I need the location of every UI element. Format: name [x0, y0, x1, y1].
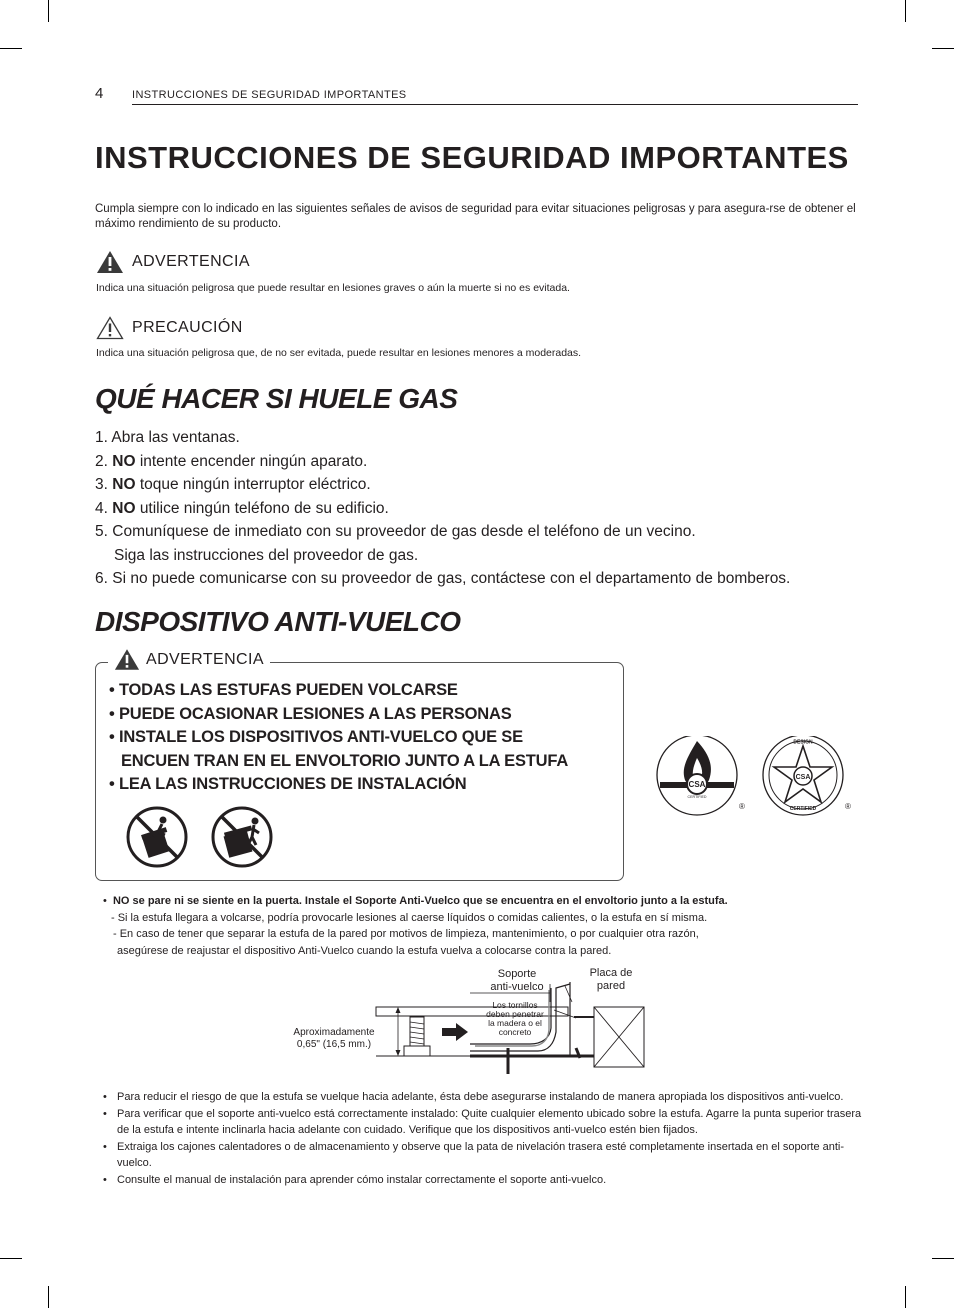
- caution-triangle-icon: [96, 316, 124, 340]
- design-certified-star-logo: [760, 736, 860, 816]
- svg-text:®: ®: [739, 802, 745, 811]
- warning-line: • INSTALE LOS DISPOSITIVOS ANTI-VUELCO QUE SE: [109, 728, 523, 746]
- page-title: INSTRUCCIONES DE SEGURIDAD IMPORTANTES: [95, 140, 849, 175]
- warning-line: • PUEDE OCASIONAR LESIONES A LAS PERSONAS: [109, 704, 512, 723]
- page-number: 4: [95, 85, 104, 102]
- antitip-installation-diagram: [280, 962, 670, 1084]
- door-note: [103, 893, 728, 959]
- warning-signal: [96, 250, 250, 274]
- warning-signal-description: Indica una situación peligrosa que puede resultar en lesiones graves o aún la muerte si no es evitada.: [96, 282, 570, 294]
- antitip-section-title: DISPOSITIVO ANTI-VUELCO: [95, 606, 461, 637]
- diagram-label: pared: [596, 980, 626, 992]
- door-note-bold: • NO se pare ni se siente en la puerta. Instale el Soporte Anti-Vuelco que se encuentra en el envoltorio junto a la estufa.: [103, 895, 728, 907]
- warning-line: • TODAS LAS ESTUFAS PUEDEN VOLCARSE: [109, 681, 458, 699]
- bullet-item: • Para reducir el riesgo de que la estufa se vuelque hacia adelante, ésta debe asegurarse instalando de manera apropiada los dispositivos anti-vuelco.: [103, 1091, 844, 1103]
- antitip-warning-label: ADVERTENCIA: [146, 650, 264, 668]
- warning-signal-label: ADVERTENCIA: [132, 253, 250, 270]
- crop-mark: [48, 0, 49, 22]
- crop-mark: [932, 1258, 954, 1259]
- diagram-label: la madera o el: [488, 1018, 542, 1028]
- gas-steps-list: [95, 426, 790, 591]
- diagram-label: concreto: [498, 1027, 532, 1037]
- crop-mark: [905, 0, 906, 22]
- bullet-item: • Consulte el manual de instalación para aprender cómo instalar correctamente el soporte anti-vuelco.: [103, 1173, 607, 1186]
- warning-line: • LEA LAS INSTRUCCIONES DE INSTALACIÓN: [109, 775, 467, 793]
- crop-mark: [48, 1286, 49, 1308]
- warning-triangle-icon: [96, 250, 124, 274]
- diagram-label: 0,65" (16,5 mm.): [296, 1039, 372, 1050]
- crop-mark: [0, 48, 22, 49]
- svg-text:CSA: CSA: [795, 774, 811, 781]
- gas-step: 3. NO toque ningún interruptor eléctrico.: [95, 476, 371, 493]
- bullet-item: • Para verificar que el soporte anti-vuelco está correctamente instalado: Quite cualquier elemento ubicado sobre la estufa. Agarre la punta superior trasera de la estufa e intente inclinarla hacia adelante con cuidado. Verifique que los dispositivos anti-vuelco estén bien fijados.: [103, 1107, 862, 1136]
- no-sitting-on-door-icon: [125, 805, 189, 869]
- gas-step: 6. Si no puede comunicarse con su proveedor de gas, contáctese con el departamento de bomberos.: [95, 570, 791, 587]
- svg-text:®: ®: [845, 802, 851, 811]
- diagram-label: deben penetrar: [486, 1009, 544, 1019]
- antitip-bullet-list: [103, 1089, 863, 1188]
- antitip-warning-tag: [108, 648, 270, 671]
- diagram-label: anti-vuelco: [490, 981, 544, 993]
- svg-text:CSA: CSA: [688, 780, 706, 789]
- svg-text:CERTIFIED: CERTIFIED: [789, 806, 817, 812]
- gas-section-title: QUÉ HACER SI HUELE GAS: [95, 383, 458, 414]
- caution-signal: [96, 316, 243, 340]
- warning-line: ENCUEN TRAN EN EL ENVOLTORIO JUNTO A LA ESTUFA: [121, 751, 569, 770]
- caution-signal-description: Indica una situación peligrosa que, de no ser evitada, puede resultar en lesiones menores a moderadas.: [96, 347, 582, 359]
- door-note-sub: - En caso de tener que separar la estufa de la pared por motivos de limpieza, mantenimiento, o por cualquier otra razón,: [113, 928, 699, 940]
- caution-signal-label: PRECAUCIÓN: [132, 319, 243, 336]
- csa-flame-certified-logo: [654, 736, 754, 816]
- crop-mark: [0, 1258, 22, 1259]
- diagram-label: Soporte: [497, 968, 537, 980]
- header-rule: [132, 104, 858, 105]
- antitip-warning-list: [109, 679, 568, 797]
- running-header: INSTRUCCIONES DE SEGURIDAD IMPORTANTES: [132, 89, 407, 101]
- warning-triangle-icon: [114, 648, 140, 671]
- diagram-label: Los tornillos: [492, 1000, 538, 1010]
- diagram-label: Placa de: [589, 967, 633, 979]
- gas-step: 5. Comuníquese de inmediato con su proveedor de gas desde el teléfono de un vecino.: [95, 523, 696, 540]
- no-standing-on-door-icon: [210, 805, 274, 869]
- gas-step: 1. Abra las ventanas.: [95, 429, 240, 446]
- gas-step: 4. NO utilice ningún teléfono de su edificio.: [95, 499, 389, 517]
- gas-step-continuation: Siga las instrucciones del proveedor de gas.: [114, 546, 419, 564]
- crop-mark: [932, 48, 954, 49]
- door-note-sub: - Si la estufa llegara a volcarse, podría provocarle lesiones al caerse líquidos o comidas calientes, o la estufa en sí misma.: [111, 911, 708, 924]
- bullet-item: • Extraiga los cajones calentadores o de almacenamiento y observe que la pata de nivelación trasera esté completamente insertada en el soporte anti-vuelco.: [103, 1140, 845, 1169]
- diagram-label: Aproximadamente: [293, 1027, 375, 1038]
- door-note-sub: asegúrese de reajustar el dispositivo Anti-Vuelco cuando la estufa vuelva a colocarse contra la pared.: [117, 944, 612, 957]
- crop-mark: [905, 1286, 906, 1308]
- svg-text:DESIGN: DESIGN: [793, 739, 813, 746]
- cert-text: CERTIFIED: [687, 795, 707, 799]
- intro-paragraph: Cumpla siempre con lo indicado en las siguientes señales de avisos de seguridad para evitar situaciones peligrosas y para asegura-rse de obtener el máximo rendimiento de su producto.: [95, 203, 856, 230]
- gas-step: 2. NO intente encender ningún aparato.: [95, 452, 368, 470]
